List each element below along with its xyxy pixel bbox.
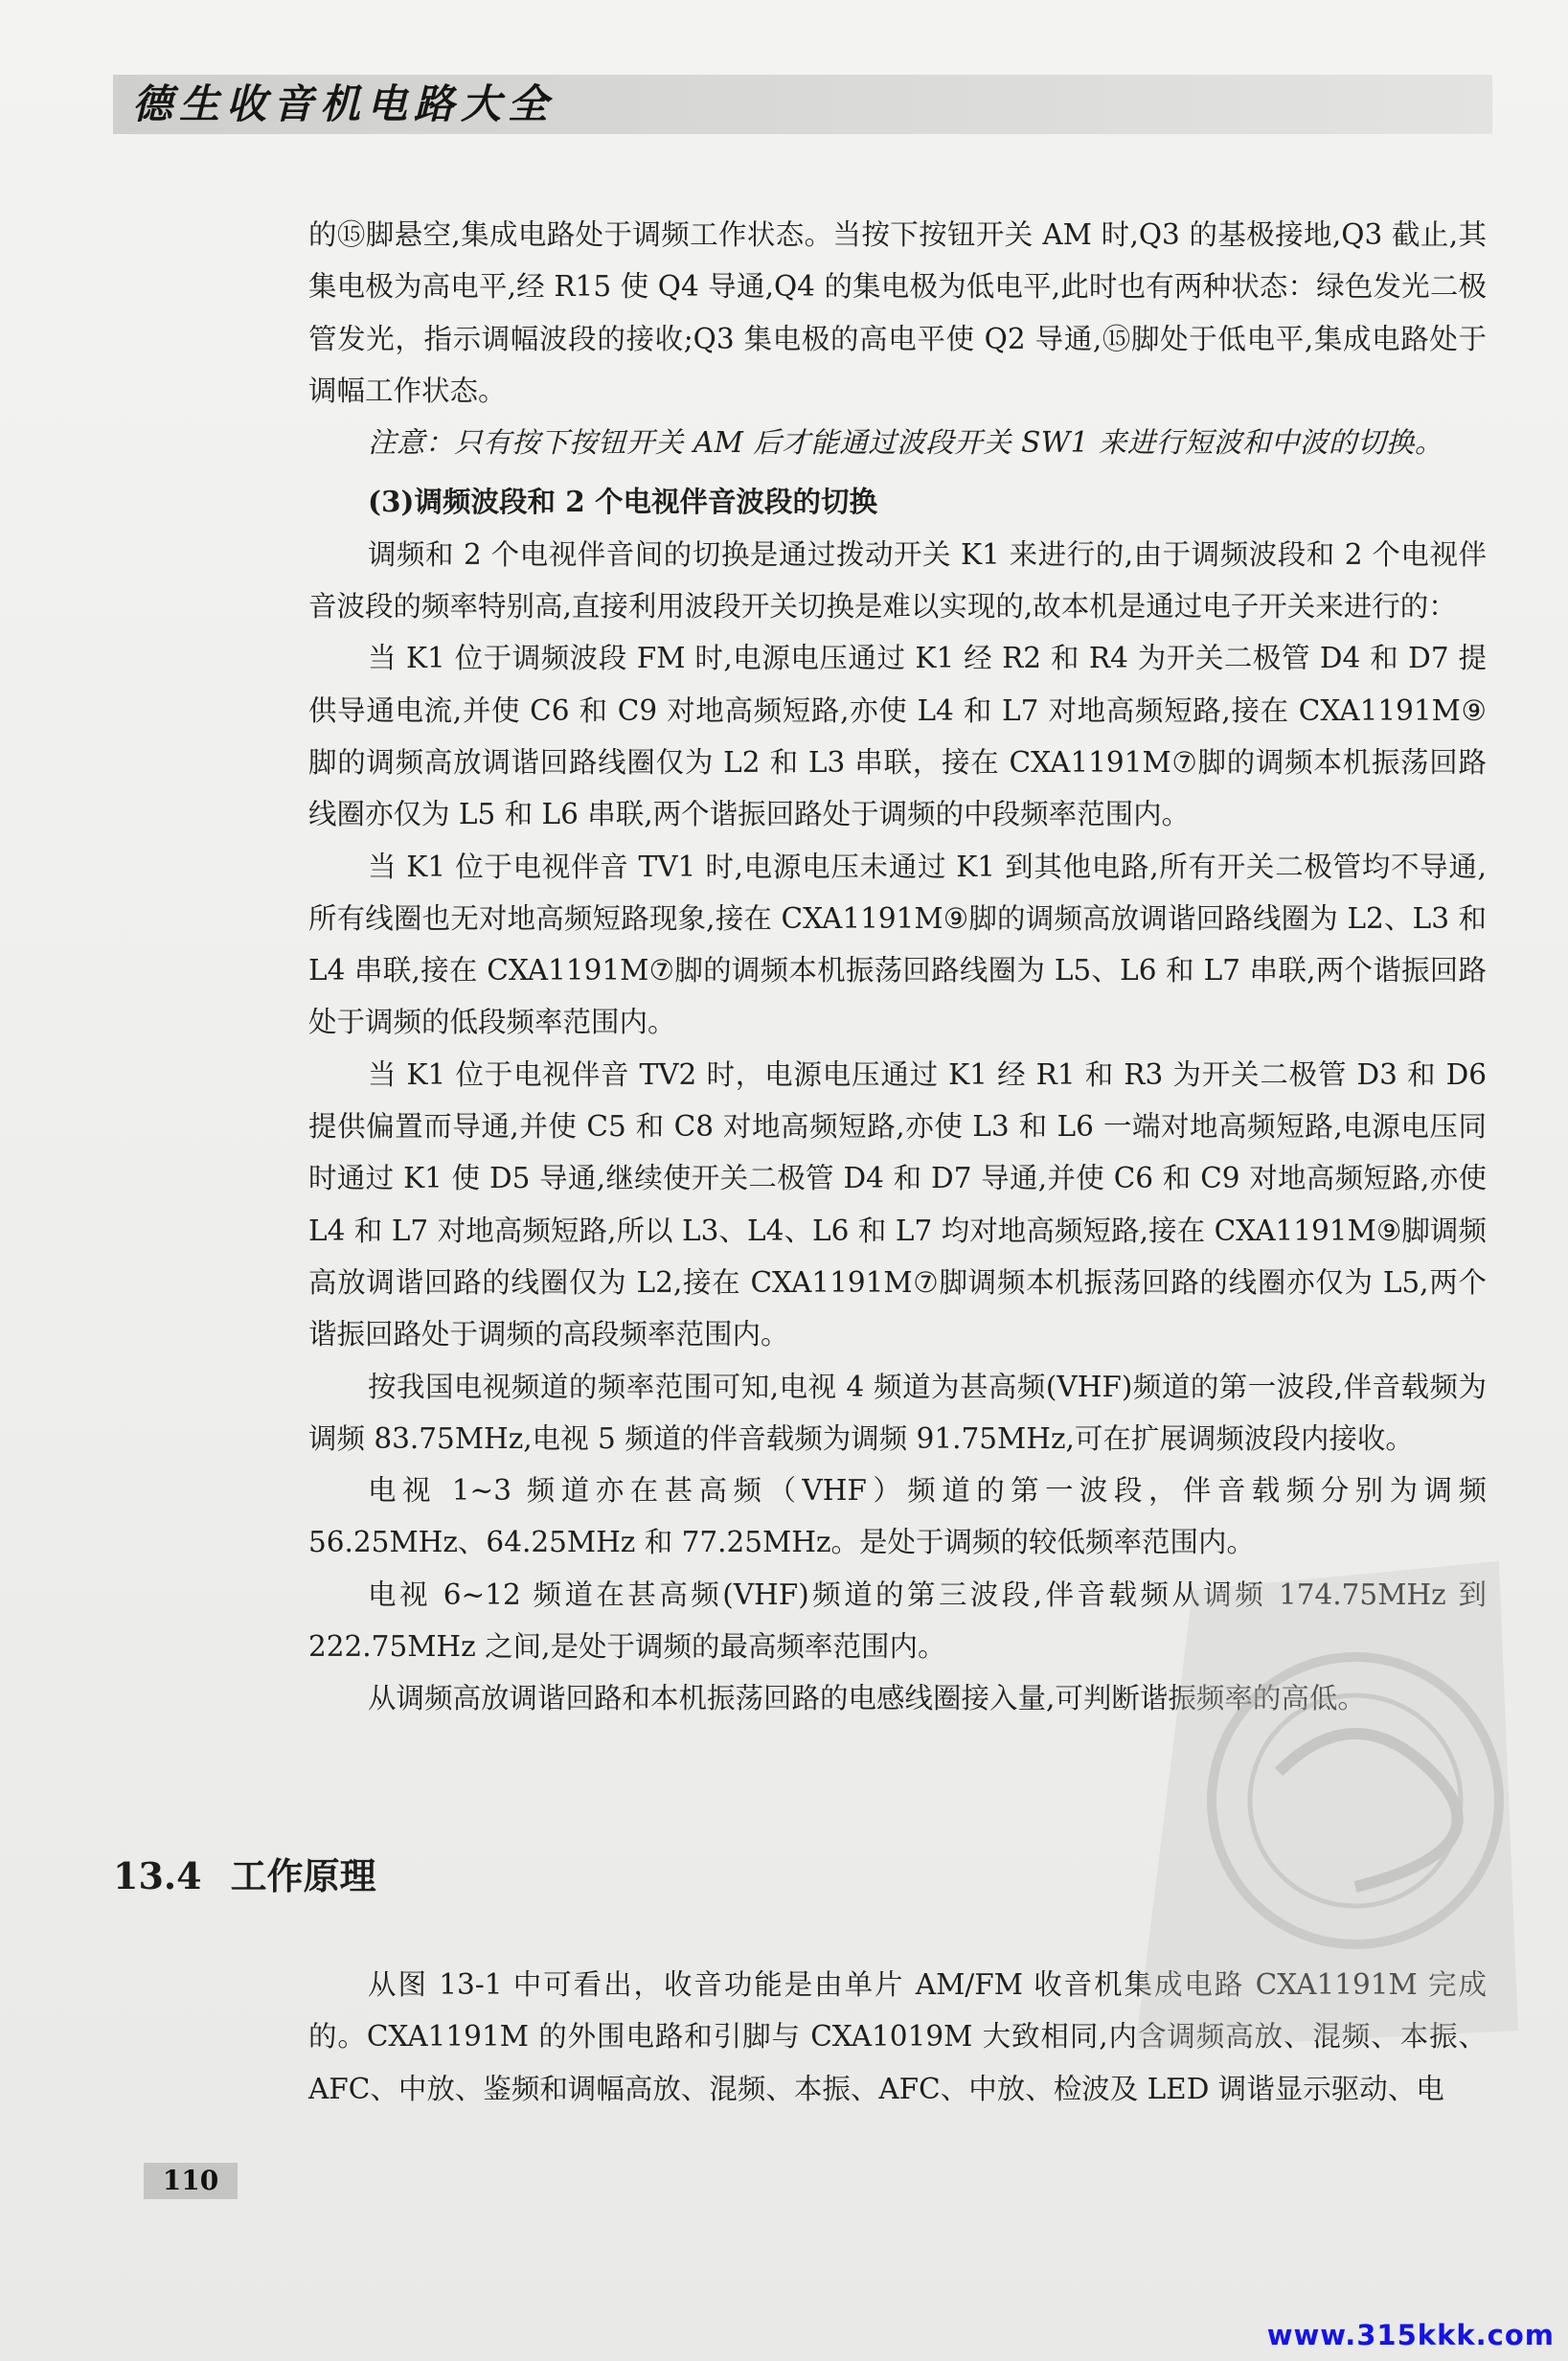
paragraph: 调频和 2 个电视伴音间的切换是通过拨动开关 K1 来进行的,由于调频波段和 2 个电视伴音波段的频率特别高,直接利用波段开关切换是难以实现的,故本机是通过电子开关来进行的：: [308, 537, 1487, 624]
watermark-url: www.315kkk.com: [1266, 2319, 1555, 2351]
paragraph: 的⑮脚悬空,集成电路处于调频工作状态。当按下按钮开关 AM 时,Q3 的基极接地,Q3 截止,其集电极为高电平,经 R15 使 Q4 导通,Q4 的集电极为低电平,此时也有两种状态：绿色发光二极管发光，指示调幅波段的接收;Q3 集电极的高电平使 Q2 导通,⑮脚处于低电平,集成电路处于调幅工作状态。: [308, 218, 1487, 407]
section-number: 13.4: [113, 1854, 202, 1897]
paragraph: 当 K1 位于调频波段 FM 时,电源电压通过 K1 经 R2 和 R4 为开关二极管 D4 和 D7 提供导通电流,并使 C6 和 C9 对地高频短路,亦使 L4 和 L7 对地高频短路,接在 CXA1191M⑨脚的调频高放调谐回路线圈仅为 L2 和 L3 串联，接在 CXA1191M⑦脚的调频本机振荡回路线圈亦仅为 L5 和 L6 串联,两个谐振回路处于调频的中段频率范围内。: [308, 642, 1487, 831]
subsection-heading: (3)调频波段和 2 个电视伴音波段的切换: [368, 485, 878, 519]
body-text: [308, 209, 1487, 1725]
paragraph: 从图 13-1 中可看出，收音功能是由单片 AM/FM 收音机集成电路 CXA1191M 完成的。CXA1191M 的外围电路和引脚与 CXA1019M 大致相同,内含调频高放、混频、本振、AFC、中放、鉴频和调幅高放、混频、本振、AFC、中放、检波及 LED 调谐显示驱动、电: [308, 1968, 1487, 2105]
paragraph: 从调频高放调谐回路和本机振荡回路的电感线圈接入量,可判断谐振频率的高低。: [368, 1682, 1366, 1715]
paragraph: 电视 6~12 频道在甚高频(VHF)频道的第三波段,伴音载频从调频 174.75MHz 到 222.75MHz 之间,是处于调频的最高频率范围内。: [308, 1578, 1487, 1664]
book-title: 德生收音机电路大全: [132, 80, 556, 127]
watermark-stamp-icon: [1116, 1552, 1528, 2050]
paragraph: 当 K1 位于电视伴音 TV1 时,电源电压未通过 K1 到其他电路,所有开关二极管均不导通,所有线圈也无对地高频短路现象,接在 CXA1191M⑨脚的调频高放调谐回路线圈为 L2、L3 和 L4 串联,接在 CXA1191M⑦脚的调频本机振荡回路线圈为 L5、L6 和 L7 串联,两个谐振回路处于调频的低段频率范围内。: [308, 850, 1487, 1039]
page-number: 110: [144, 2163, 238, 2199]
paragraph: 当 K1 位于电视伴音 TV2 时，电源电压通过 K1 经 R1 和 R3 为开关二极管 D3 和 D6 提供偏置而导通,并使 C5 和 C8 对地高频短路,亦使 L3 和 L6 一端对地高频短路,电源电压同时通过 K1 使 D5 导通,继续使开关二极管 D4 和 D7 导通,并使 C6 和 C9 对地高频短路,亦使 L4 和 L7 对地高频短路,所以 L3、L4、L6 和 L7 均对地高频短路,接在 CXA1191M⑨脚调频高放调谐回路的线圈仅为 L2,接在 CXA1191M⑦脚调频本机振荡回路的线圈亦仅为 L5,两个谐振回路处于调频的高段频率范围内。: [308, 1057, 1487, 1351]
section-heading: [113, 1847, 376, 1899]
section-title: 工作原理: [230, 1854, 376, 1897]
paragraph: 电视 1~3 频道亦在甚高频（VHF）频道的第一波段，伴音载频分别为调频 56.25MHz、64.25MHz 和 77.25MHz。是处于调频的较低频率范围内。: [308, 1474, 1487, 1559]
paragraph: 按我国电视频道的频率范围可知,电视 4 频道为甚高频(VHF)频道的第一波段,伴音载频为调频 83.75MHz,电视 5 频道的伴音载频为调频 91.75MHz,可在扩展调频波段内接收。: [308, 1370, 1487, 1455]
note-paragraph: 注意：只有按下按钮开关 AM 后才能通过波段开关 SW1 来进行短波和中波的切换。: [368, 426, 1443, 460]
